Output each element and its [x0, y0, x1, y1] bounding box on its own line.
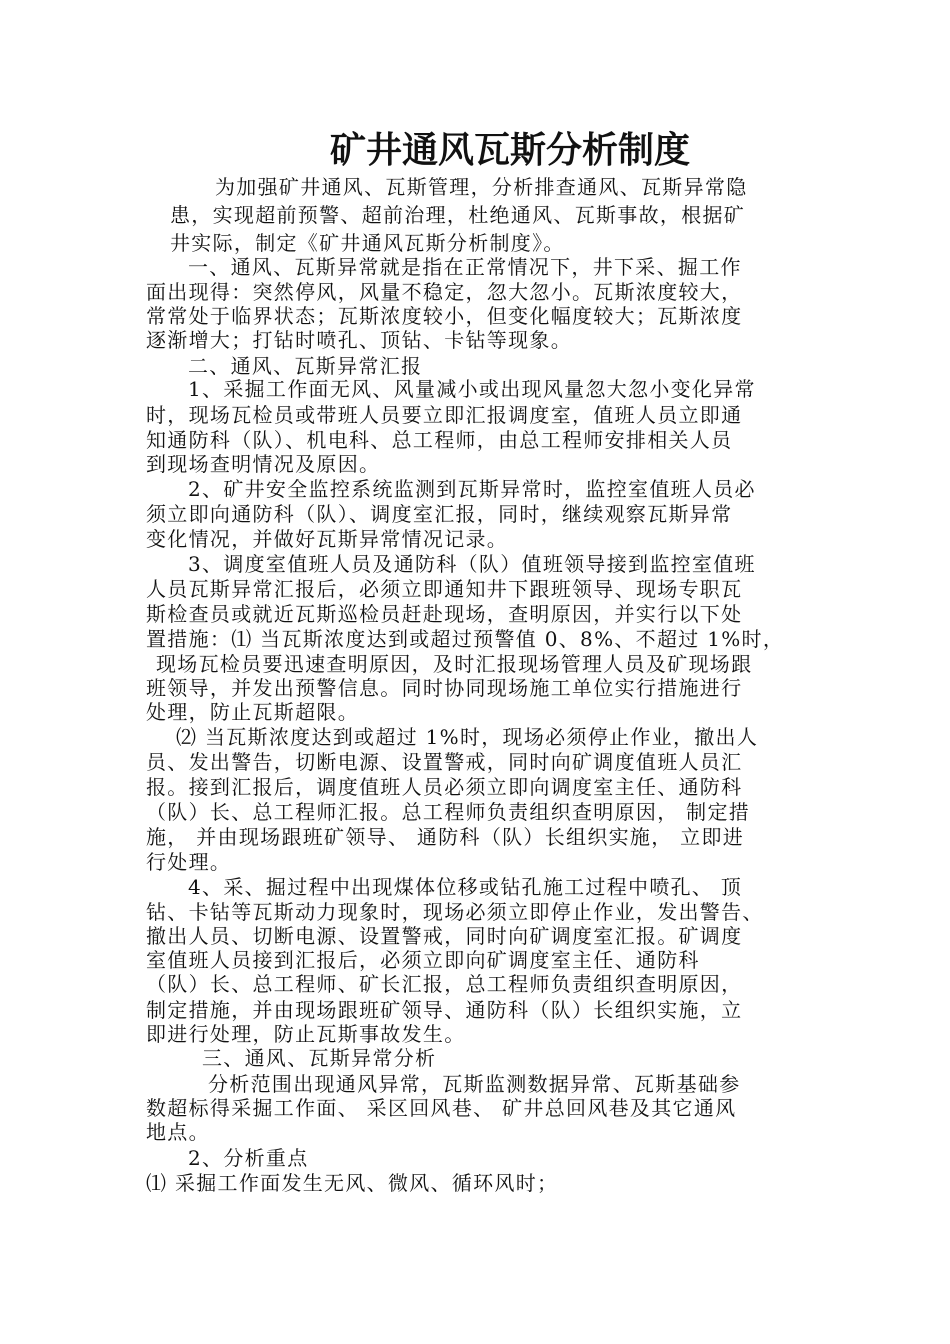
body-line: 人员瓦斯异常汇报后，必须立即通知井下跟班领导、现场专职瓦	[146, 577, 743, 601]
body-line: 井实际，制定《矿井通风瓦斯分析制度》。	[170, 231, 565, 255]
body-line: 逐渐增大；打钻时喷孔、顶钻、卡钻等现象。	[146, 328, 572, 352]
body-line: 2、矿井安全监控系统监测到瓦斯异常时，监控室值班人员必	[188, 477, 756, 501]
body-line: 斯检查员或就近瓦斯巡检员赶赴现场，查明原因，并实行以下处	[146, 602, 743, 626]
body-line: 地点。	[146, 1120, 210, 1144]
body-line: 员、发出警告，切断电源、设置警戒，同时向矿调度值班人员汇	[146, 750, 743, 774]
body-line: 现场瓦检员要迅速查明原因，及时汇报现场管理人员及矿现场跟	[156, 652, 753, 676]
body-line: 面出现得：突然停风，风量不稳定，忽大忽小。瓦斯浓度较大，	[146, 280, 743, 304]
body-line: 处理，防止瓦斯超限。	[146, 700, 359, 724]
body-line: 3、调度室值班人员及通防科（队）值班领导接到监控室值班	[188, 552, 756, 576]
body-line: （队）长、总工程师、矿长汇报，总工程师负责组织查明原因，	[146, 972, 743, 996]
body-line: 2、分析重点	[188, 1146, 309, 1170]
body-line: 报。接到汇报后，调度值班人员必须立即向调度室主任、通防科	[146, 775, 743, 799]
body-line: 知通防科（队）、机电科、总工程师，由总工程师安排相关人员	[146, 428, 733, 452]
body-line: 行处理。	[146, 850, 232, 874]
body-line: 撤出人员、切断电源、设置警戒，同时向矿调度室汇报。矿调度	[146, 924, 743, 948]
body-line: 二、通风、瓦斯异常汇报	[188, 354, 423, 378]
document-title: 矿井通风瓦斯分析制度	[329, 130, 690, 171]
body-line: 1、采掘工作面无风、风量减小或出现风量忽大忽小变化异常	[188, 377, 756, 401]
body-line: 数超标得采掘工作面、 采区回风巷、 矿井总回风巷及其它通风	[146, 1096, 737, 1120]
body-line: 须立即向通防科（队）、调度室汇报，同时，继续观察瓦斯异常	[146, 502, 733, 526]
body-line: 变化情况，并做好瓦斯异常情况记录。	[146, 527, 509, 551]
body-line: 三、通风、瓦斯异常分析	[202, 1046, 437, 1070]
body-line: 到现场查明情况及原因。	[146, 452, 381, 476]
body-line: 室值班人员接到汇报后，必须立即向矿调度室主任、通防科	[146, 948, 700, 972]
body-line: 时，现场瓦检员或带班人员要立即汇报调度室，值班人员立即通	[146, 403, 743, 427]
body-line: 制定措施，并由现场跟班矿领导、通防科（队）长组织实施，立	[146, 998, 743, 1022]
body-line: 施， 并由现场跟班矿领导、 通防科（队）长组织实施， 立即进	[146, 825, 745, 849]
body-line: 4、采、掘过程中出现煤体位移或钻孔施工过程中喷孔、 顶	[188, 875, 743, 899]
body-line: 钻、卡钻等瓦斯动力现象时，现场必须立即停止作业，发出警告、	[146, 900, 764, 924]
body-line: 分析范围出现通风异常，瓦斯监测数据异常、瓦斯基础参	[208, 1072, 741, 1096]
body-line: 班领导，并发出预警信息。同时协同现场施工单位实行措施进行	[146, 676, 743, 700]
body-line: 常常处于临界状态；瓦斯浓度较小，但变化幅度较大；瓦斯浓度	[146, 304, 743, 328]
body-line: 置措施：⑴ 当瓦斯浓度达到或超过预警值 0、8%、不超过 1%时，	[146, 627, 785, 651]
body-line: 患，实现超前预警、超前治理，杜绝通风、瓦斯事故，根据矿	[170, 203, 746, 227]
body-line: ⑵ 当瓦斯浓度达到或超过 1%时，现场必须停止作业，撤出人	[176, 725, 759, 749]
body-line: 即进行处理，防止瓦斯事故发生。	[146, 1022, 466, 1046]
body-line: ⑴ 采掘工作面发生无风、微风、循环风时；	[146, 1171, 559, 1195]
body-line: 为加强矿井通风、瓦斯管理，分析排查通风、瓦斯异常隐	[215, 175, 748, 199]
body-line: 一、通风、瓦斯异常就是指在正常情况下，井下采、掘工作	[188, 255, 742, 279]
body-line: （队）长、总工程师汇报。总工程师负责组织查明原因， 制定措	[146, 800, 751, 824]
